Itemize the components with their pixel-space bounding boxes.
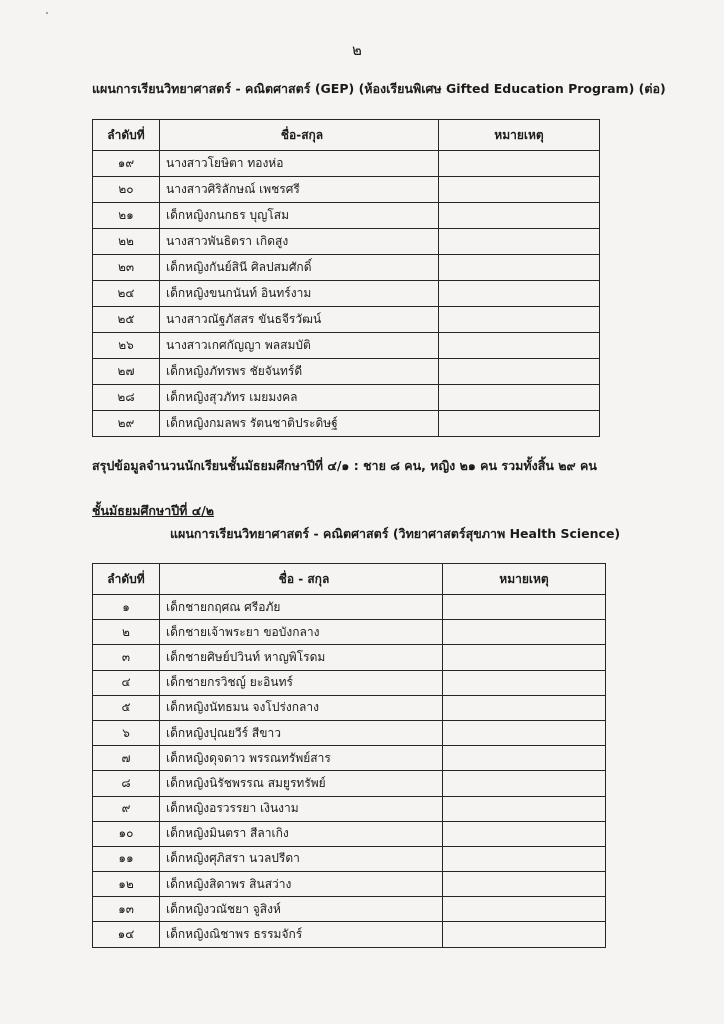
row-number: ๘: [93, 771, 160, 796]
row-number: ๒๔: [93, 281, 160, 307]
row-number: ๓: [93, 645, 160, 670]
row-number: ๑๙: [93, 151, 160, 177]
table-row: [93, 229, 600, 255]
remark-cell: [443, 897, 606, 922]
student-name: เด็กหญิงภัทรพร ชัยจันทร์ดี: [160, 359, 439, 385]
row-number: ๒๙: [93, 411, 160, 437]
student-name: นางสาวพันธิตรา เกิดสูง: [160, 229, 439, 255]
row-number: ๒๓: [93, 255, 160, 281]
remark-cell: [439, 307, 600, 333]
student-name: นางสาวณัฐภัสสร ขันธจีรวัฒน์: [160, 307, 439, 333]
scan-speck: [46, 12, 48, 14]
table-row: [93, 670, 606, 695]
student-name: เด็กหญิงขนกนันท์ อินทร์งาม: [160, 281, 439, 307]
remark-cell: [443, 746, 606, 771]
table-row: [93, 333, 600, 359]
table-row: [93, 720, 606, 745]
table-row: [93, 281, 600, 307]
remark-cell: [443, 595, 606, 620]
column-header-note: หมายเหตุ: [443, 564, 606, 595]
remark-cell: [439, 411, 600, 437]
remark-cell: [443, 846, 606, 871]
remark-cell: [439, 203, 600, 229]
column-header-number: ลำดับที่: [93, 120, 160, 151]
row-number: ๒๒: [93, 229, 160, 255]
row-number: ๒: [93, 620, 160, 645]
student-name: เด็กหญิงมินตรา สีลาเกิง: [160, 821, 443, 846]
table-row: [93, 695, 606, 720]
student-name: นางสาวเกศกัญญา พลสมบัติ: [160, 333, 439, 359]
student-name: นางสาวโยษิตา ทองห่อ: [160, 151, 439, 177]
row-number: ๒๘: [93, 385, 160, 411]
table-row: [93, 307, 600, 333]
student-name: เด็กหญิงนัทธมน จงโปร่งกลาง: [160, 695, 443, 720]
student-name: เด็กชายกรวิชญ์ ยะอินทร์: [160, 670, 443, 695]
grade-title: ชั้นมัธยมศึกษาปีที่ ๔/๒: [92, 503, 215, 518]
row-number: ๒๕: [93, 307, 160, 333]
table-header-row: [93, 120, 600, 151]
remark-cell: [439, 281, 600, 307]
student-name: เด็กหญิงสุวภัทร เมยมงคล: [160, 385, 439, 411]
row-number: ๑๒: [93, 872, 160, 897]
student-table-gep: [92, 119, 600, 437]
row-number: ๕: [93, 695, 160, 720]
remark-cell: [443, 771, 606, 796]
table-row: [93, 922, 606, 947]
remark-cell: [443, 695, 606, 720]
remark-cell: [443, 645, 606, 670]
row-number: ๑๔: [93, 922, 160, 947]
table-row: [93, 645, 606, 670]
summary-text: สรุปข้อมูลจำนวนนักเรียนชั้นมัธยมศึกษาปีที่ ๔/๑ : ชาย ๘ คน, หญิง ๒๑ คน รวมทั้งสิ้น ๒๙ คน: [92, 458, 597, 473]
remark-cell: [443, 872, 606, 897]
row-number: ๒๗: [93, 359, 160, 385]
table-row: [93, 846, 606, 871]
student-name: เด็กชายกฤศณ ศรีอภัย: [160, 595, 443, 620]
section1-heading: แผนการเรียนวิทยาศาสตร์ - คณิตศาสตร์ (GEP) (ห้องเรียนพิเศษ Gifted Education Program) (ต่อ): [92, 81, 666, 96]
table-row: [93, 359, 600, 385]
table-header-row: [93, 564, 606, 595]
table-row: [93, 151, 600, 177]
column-header-number: ลำดับที่: [93, 564, 160, 595]
student-name: เด็กหญิงนิรัชพรรณ สมยูรทรัพย์: [160, 771, 443, 796]
table-row: [93, 821, 606, 846]
remark-cell: [439, 229, 600, 255]
row-number: ๒๑: [93, 203, 160, 229]
table-row: [93, 411, 600, 437]
column-header-name: ชื่อ - สกุล: [160, 564, 443, 595]
student-name: เด็กหญิงวณัชยา จูสิงห์: [160, 897, 443, 922]
table-row: [93, 595, 606, 620]
remark-cell: [443, 821, 606, 846]
remark-cell: [439, 255, 600, 281]
remark-cell: [439, 385, 600, 411]
table-row: [93, 203, 600, 229]
row-number: ๒๐: [93, 177, 160, 203]
remark-cell: [443, 670, 606, 695]
remark-cell: [439, 333, 600, 359]
row-number: ๑๐: [93, 821, 160, 846]
student-name: นางสาวศิริลักษณ์ เพชรศรี: [160, 177, 439, 203]
row-number: ๑๑: [93, 846, 160, 871]
remark-cell: [443, 620, 606, 645]
student-name: เด็กหญิงศุภิสรา นวลปรีดา: [160, 846, 443, 871]
table-row: [93, 872, 606, 897]
row-number: ๗: [93, 746, 160, 771]
row-number: ๑๓: [93, 897, 160, 922]
table-row: [93, 620, 606, 645]
student-name: เด็กหญิงสิดาพร สินสว่าง: [160, 872, 443, 897]
student-table-health-science: [92, 563, 606, 948]
row-number: ๑: [93, 595, 160, 620]
student-name: เด็กหญิงกนกธร บุญโสม: [160, 203, 439, 229]
row-number: ๙: [93, 796, 160, 821]
remark-cell: [443, 922, 606, 947]
table-row: [93, 771, 606, 796]
table-row: [93, 746, 606, 771]
student-name: เด็กหญิงอรวรรยา เงินงาม: [160, 796, 443, 821]
column-header-note: หมายเหตุ: [439, 120, 600, 151]
table-row: [93, 177, 600, 203]
column-header-name: ชื่อ-สกุล: [160, 120, 439, 151]
row-number: ๒๖: [93, 333, 160, 359]
remark-cell: [439, 151, 600, 177]
remark-cell: [443, 720, 606, 745]
remark-cell: [443, 796, 606, 821]
student-name: เด็กหญิงดุจดาว พรรณทรัพย์สาร: [160, 746, 443, 771]
student-name: เด็กชายเจ้าพระยา ขอบังกลาง: [160, 620, 443, 645]
student-name: เด็กหญิงณิชาพร ธรรมจักร์: [160, 922, 443, 947]
remark-cell: [439, 359, 600, 385]
section2-heading: แผนการเรียนวิทยาศาสตร์ - คณิตศาสตร์ (วิทยาศาสตร์สุขภาพ Health Science): [170, 526, 621, 541]
table-row: [93, 897, 606, 922]
page-number: ๒: [352, 41, 362, 59]
table-row: [93, 255, 600, 281]
row-number: ๖: [93, 720, 160, 745]
student-name: เด็กหญิงกมลพร รัตนชาติประดิษฐ์: [160, 411, 439, 437]
table-row: [93, 796, 606, 821]
remark-cell: [439, 177, 600, 203]
row-number: ๔: [93, 670, 160, 695]
student-name: เด็กหญิงปุณยวีร์ สีขาว: [160, 720, 443, 745]
student-name: เด็กชายศิษย์ปวินท์ หาญพิโรดม: [160, 645, 443, 670]
student-name: เด็กหญิงกันย์สินี ศิลปสมศักดิ์: [160, 255, 439, 281]
table-row: [93, 385, 600, 411]
